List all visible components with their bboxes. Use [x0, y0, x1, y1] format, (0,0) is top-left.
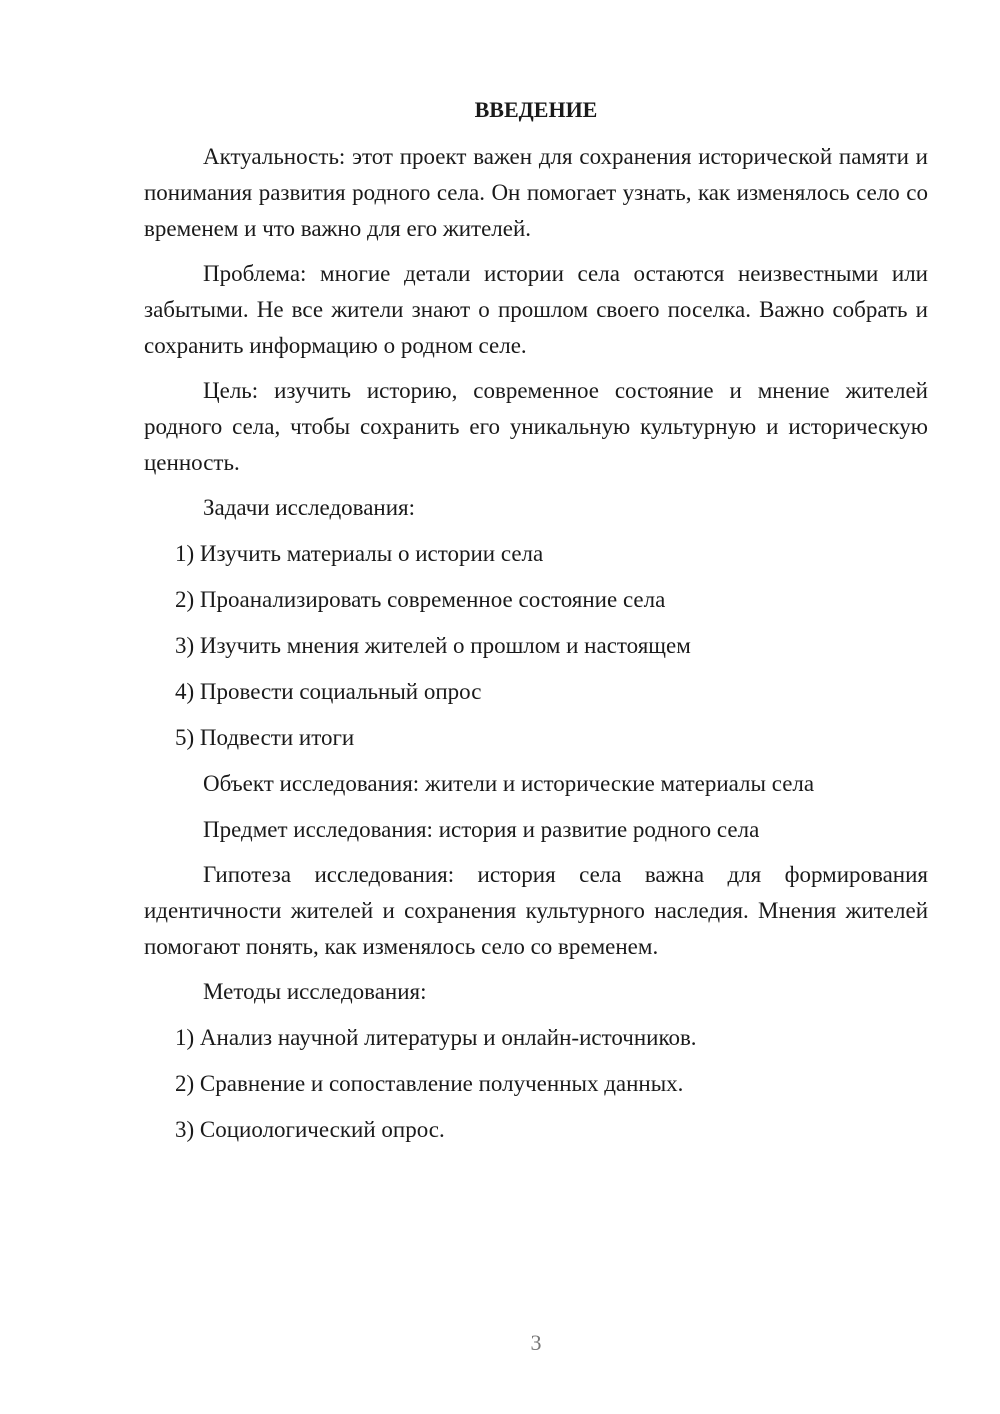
list-item: 5) Подвести итоги [175, 725, 355, 750]
page-content [144, 92, 928, 1148]
list-item: 1) Изучить материалы о истории села [175, 541, 544, 566]
list-item: 3) Изучить мнения жителей о прошлом и настоящем [175, 633, 691, 658]
methods-list [144, 1020, 928, 1148]
goal-paragraph: Цель: изучить историю, современное состояние и мнение жителей родного села, чтобы сохранить его уникальную культурную и историческую ценность. [144, 378, 928, 475]
list-item: 2) Сравнение и сопоставление полученных данных. [175, 1071, 684, 1096]
relevance-paragraph: Актуальность: этот проект важен для сохранения исторической памяти и понимания развития родного села. Он помогает узнать, как изменялось село со временем и что важно для его жителей. [144, 144, 928, 241]
page-number: 3 [530, 1330, 542, 1355]
list-item: 3) Социологический опрос. [175, 1117, 445, 1142]
section-title: ВВЕДЕНИЕ [474, 97, 598, 122]
methods-heading: Методы исследования: [203, 979, 427, 1004]
list-item: 1) Анализ научной литературы и онлайн-источников. [175, 1025, 697, 1050]
hypothesis-paragraph: Гипотеза исследования: история села важна для формирования идентичности жителей и сохранения культурного наследия. Мнения жителей помогают понять, как изменялось село со временем. [144, 862, 928, 959]
object-line: Объект исследования: жители и исторические материалы села [203, 771, 815, 796]
problem-paragraph: Проблема: многие детали истории села остаются неизвестными или забытыми. Не все жители знают о прошлом своего поселка. Важно собрать и сохранить информацию о родном селе. [144, 261, 928, 358]
tasks-heading: Задачи исследования: [203, 495, 416, 520]
list-item: 4) Провести социальный опрос [175, 679, 482, 704]
list-item: 2) Проанализировать современное состояние села [175, 587, 666, 612]
tasks-list [144, 536, 928, 756]
subject-line: Предмет исследования: история и развитие родного села [203, 817, 760, 842]
